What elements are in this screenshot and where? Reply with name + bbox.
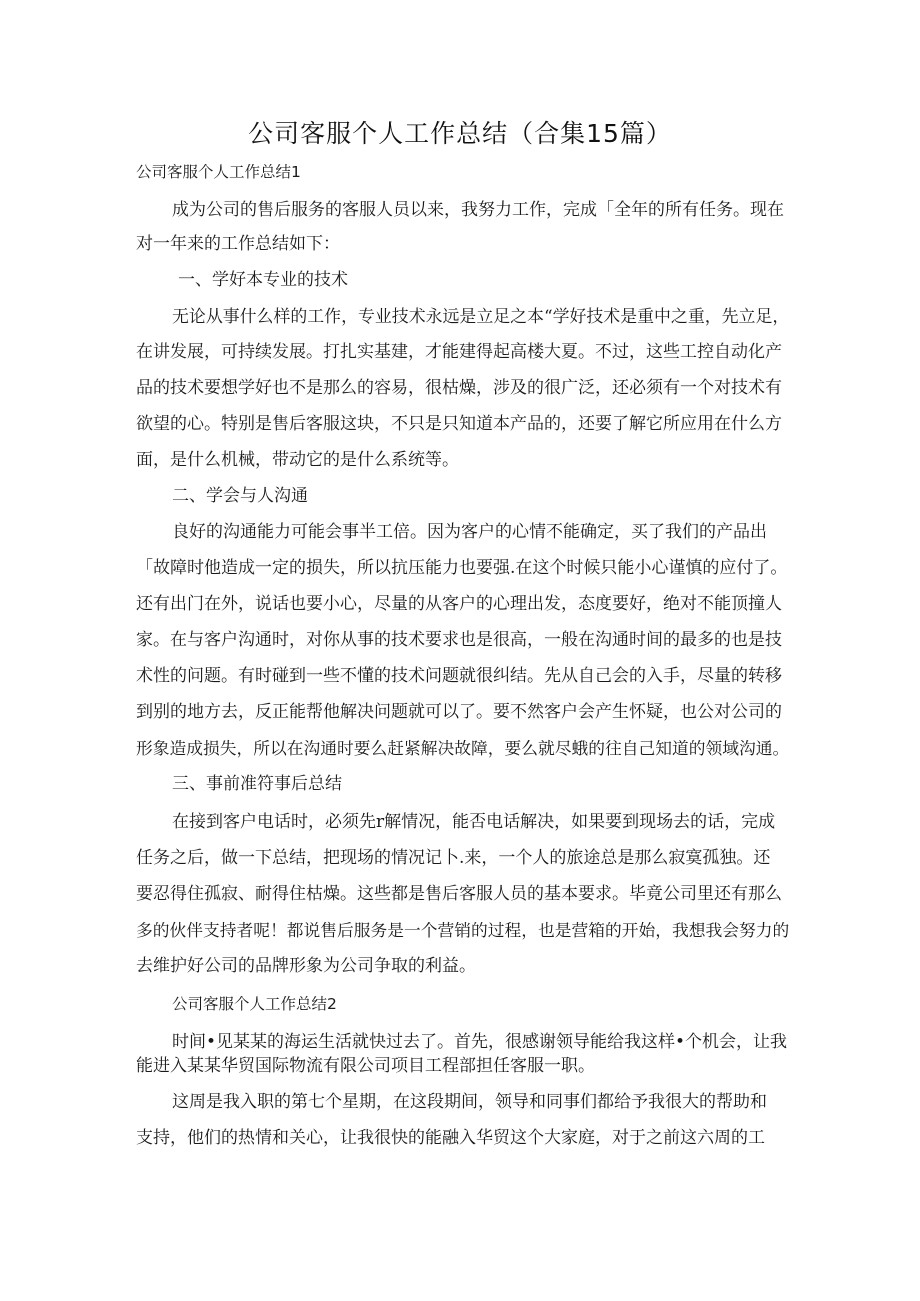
paragraph-line: 对一年来的工作总结如下： xyxy=(136,234,340,254)
paragraph-line: 面，是什么机械，带动它的是什么系统等。 xyxy=(136,450,459,470)
paragraph-line: 形象造成损失，所以在沟通时要么赶紧解决故障，要么就尽蛾的往自己知道的领域沟通。 xyxy=(136,738,790,758)
subheading: 二、学会与人沟通 xyxy=(172,486,308,506)
paragraph-line: 良好的沟通能力可能会事半工倍。因为客户的心情不能确定，买了我们的产品出 xyxy=(172,522,767,542)
paragraph-line: 要忍得住孤寂、耐得住枯燥。这些都是售后客服人员的基本要求。毕竟公司里还有那么 xyxy=(136,884,782,904)
paragraph-line: 这周是我入职的第七个星期，在这段期间，领导和同事们都给予我很大的帮助和 xyxy=(172,1092,767,1112)
paragraph-line: 多的伙伴支持者呢！都说售后服务是一个营销的过程，也是营箱的开始，我想我会努力的 xyxy=(136,920,790,940)
paragraph-line: 到别的地方去，反正能帮他解决问题就可以了。要不然客户会产生怀疑，也公对公司的 xyxy=(136,702,782,722)
document-title: 公司客服个人工作总结（合集15篇） xyxy=(248,119,672,148)
paragraph-line: 在接到客户电话时，必须先r解情况，能否电话解决，如果要到现场去的话，完成 xyxy=(172,812,776,832)
section-heading: 公司客服个人工作总结1 xyxy=(136,163,301,181)
paragraph-line: 「故障时他造成一定的损失，所以抗压能力也要强.在这个时候只能小心谨慎的应付了。 xyxy=(136,558,788,578)
paragraph-line: 支持，他们的热情和关心，让我很快的能融入华贸这个大家庭，对于之前这六周的工 xyxy=(136,1128,765,1148)
paragraph-line: 去维护好公司的品牌形象为公司争取的利益。 xyxy=(136,956,476,976)
paragraph-line: 家。在与客户沟通时，对你从事的技术要求也是很高，一般在沟通时间的最多的也是技 xyxy=(136,630,782,650)
subheading: 一、学好本专业的技术 xyxy=(178,270,348,290)
paragraph-line: 时间•见某某的海运生活就快过去了。首先，很感谢领导能给我这样•个机会，让我 xyxy=(172,1032,788,1052)
paragraph-line: 成为公司的售后服务的客服人员以来，我努力工作，完成「全年的所有任务。现在 xyxy=(172,200,784,220)
paragraph-line: 能进入某某华贸国际物流有限公司项目工程部担任客服一职。 xyxy=(136,1056,595,1076)
paragraph-line: 品的技术要想学好也不是那么的容易，很枯燥，涉及的很广泛，还必须有一个对技术有 xyxy=(136,378,782,398)
paragraph-line: 无论从事什么样的工作，专业技术永远是立足之本“学好技术是重中之重，先立足， xyxy=(172,306,790,326)
section-heading: 公司客服个人工作总结2 xyxy=(172,995,337,1013)
paragraph-line: 任务之后，做一下总结，把现场的情况记卜.来，一个人的旅途总是那么寂寞孤独。还 xyxy=(136,848,771,868)
paragraph-line: 术性的问题。有时碰到一些不懂的技术问题就很纠结。先从自己会的入手，尽量的转移 xyxy=(136,666,782,686)
paragraph-line: 在讲发展，可持续发展。打扎实基建，才能建得起高楼大夏。不过，这些工控自动化产 xyxy=(136,342,782,362)
subheading: 三、事前准符事后总结 xyxy=(172,774,342,794)
paragraph-line: 还有出门在外，说话也要小心，尽量的从客户的心理出发，态度要好，绝对不能顶撞人 xyxy=(136,594,782,614)
paragraph-line: 欲望的心。特别是售后客服这块，不只是只知道本产品的，还要了解它所应用在什么方 xyxy=(136,414,782,434)
